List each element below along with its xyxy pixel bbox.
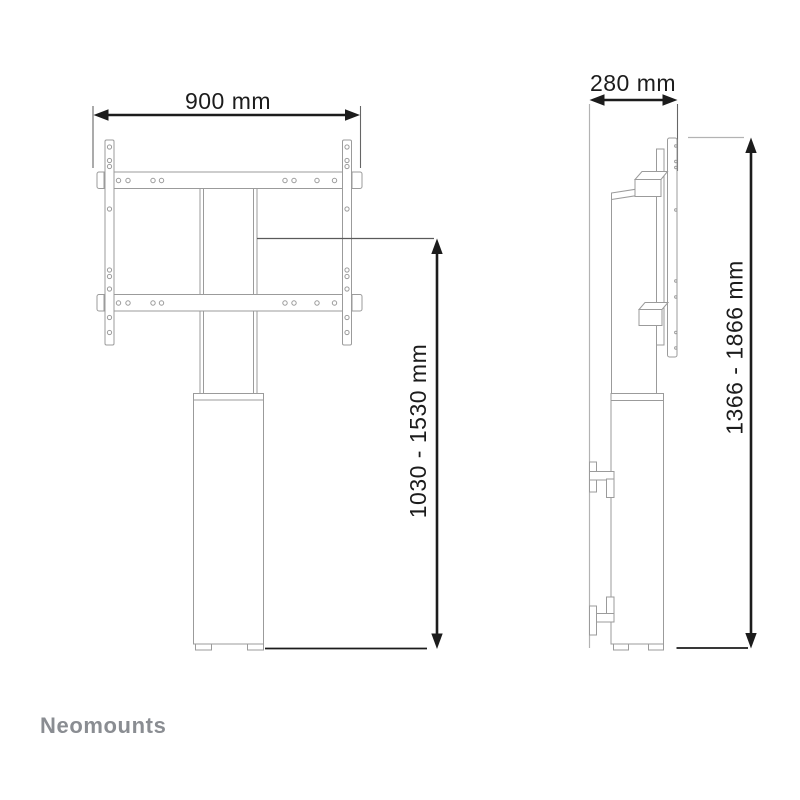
- front-height-label: 1030 - 1530 mm: [405, 343, 431, 519]
- arrow-up-icon: [745, 138, 756, 154]
- pedestal-foot: [248, 644, 264, 650]
- side-height-label: 1366 - 1866 mm: [721, 260, 748, 435]
- arrow-right-icon: [345, 109, 360, 120]
- arrow-up-icon: [431, 239, 442, 255]
- pedestal-foot: [649, 644, 664, 650]
- pedestal-column: [194, 394, 264, 645]
- arrow-left-icon: [94, 109, 109, 120]
- side-height-dimension: [677, 138, 757, 649]
- right-vesa-rail: [343, 140, 352, 345]
- pedestal-foot: [614, 644, 629, 650]
- pedestal-foot: [196, 644, 212, 650]
- left-vesa-rail: [105, 140, 114, 345]
- top-horizontal-rail: [97, 172, 362, 189]
- lower-rear-hook: [590, 597, 615, 635]
- vesa-plate-side: [668, 138, 678, 357]
- side-view: [590, 70, 757, 650]
- arrow-left-icon: [590, 94, 605, 105]
- pedestal-column-side: [611, 394, 664, 645]
- front-mount-drawing: [97, 140, 362, 650]
- arrow-down-icon: [431, 634, 442, 650]
- display-panel-side: [612, 186, 657, 399]
- inner-lift-column: [200, 188, 257, 394]
- side-depth-label: 280 mm: [589, 70, 677, 96]
- brand-logo: Neomounts: [40, 713, 167, 738]
- front-width-dimension: [93, 88, 361, 168]
- front-width-label: 900 mm: [184, 88, 272, 114]
- arrow-right-icon: [663, 94, 678, 105]
- arrow-down-icon: [745, 633, 756, 649]
- upper-rear-hook: [590, 462, 615, 498]
- bottom-horizontal-rail: [97, 295, 362, 312]
- side-mount-drawing: [590, 138, 678, 650]
- front-view: [93, 88, 443, 650]
